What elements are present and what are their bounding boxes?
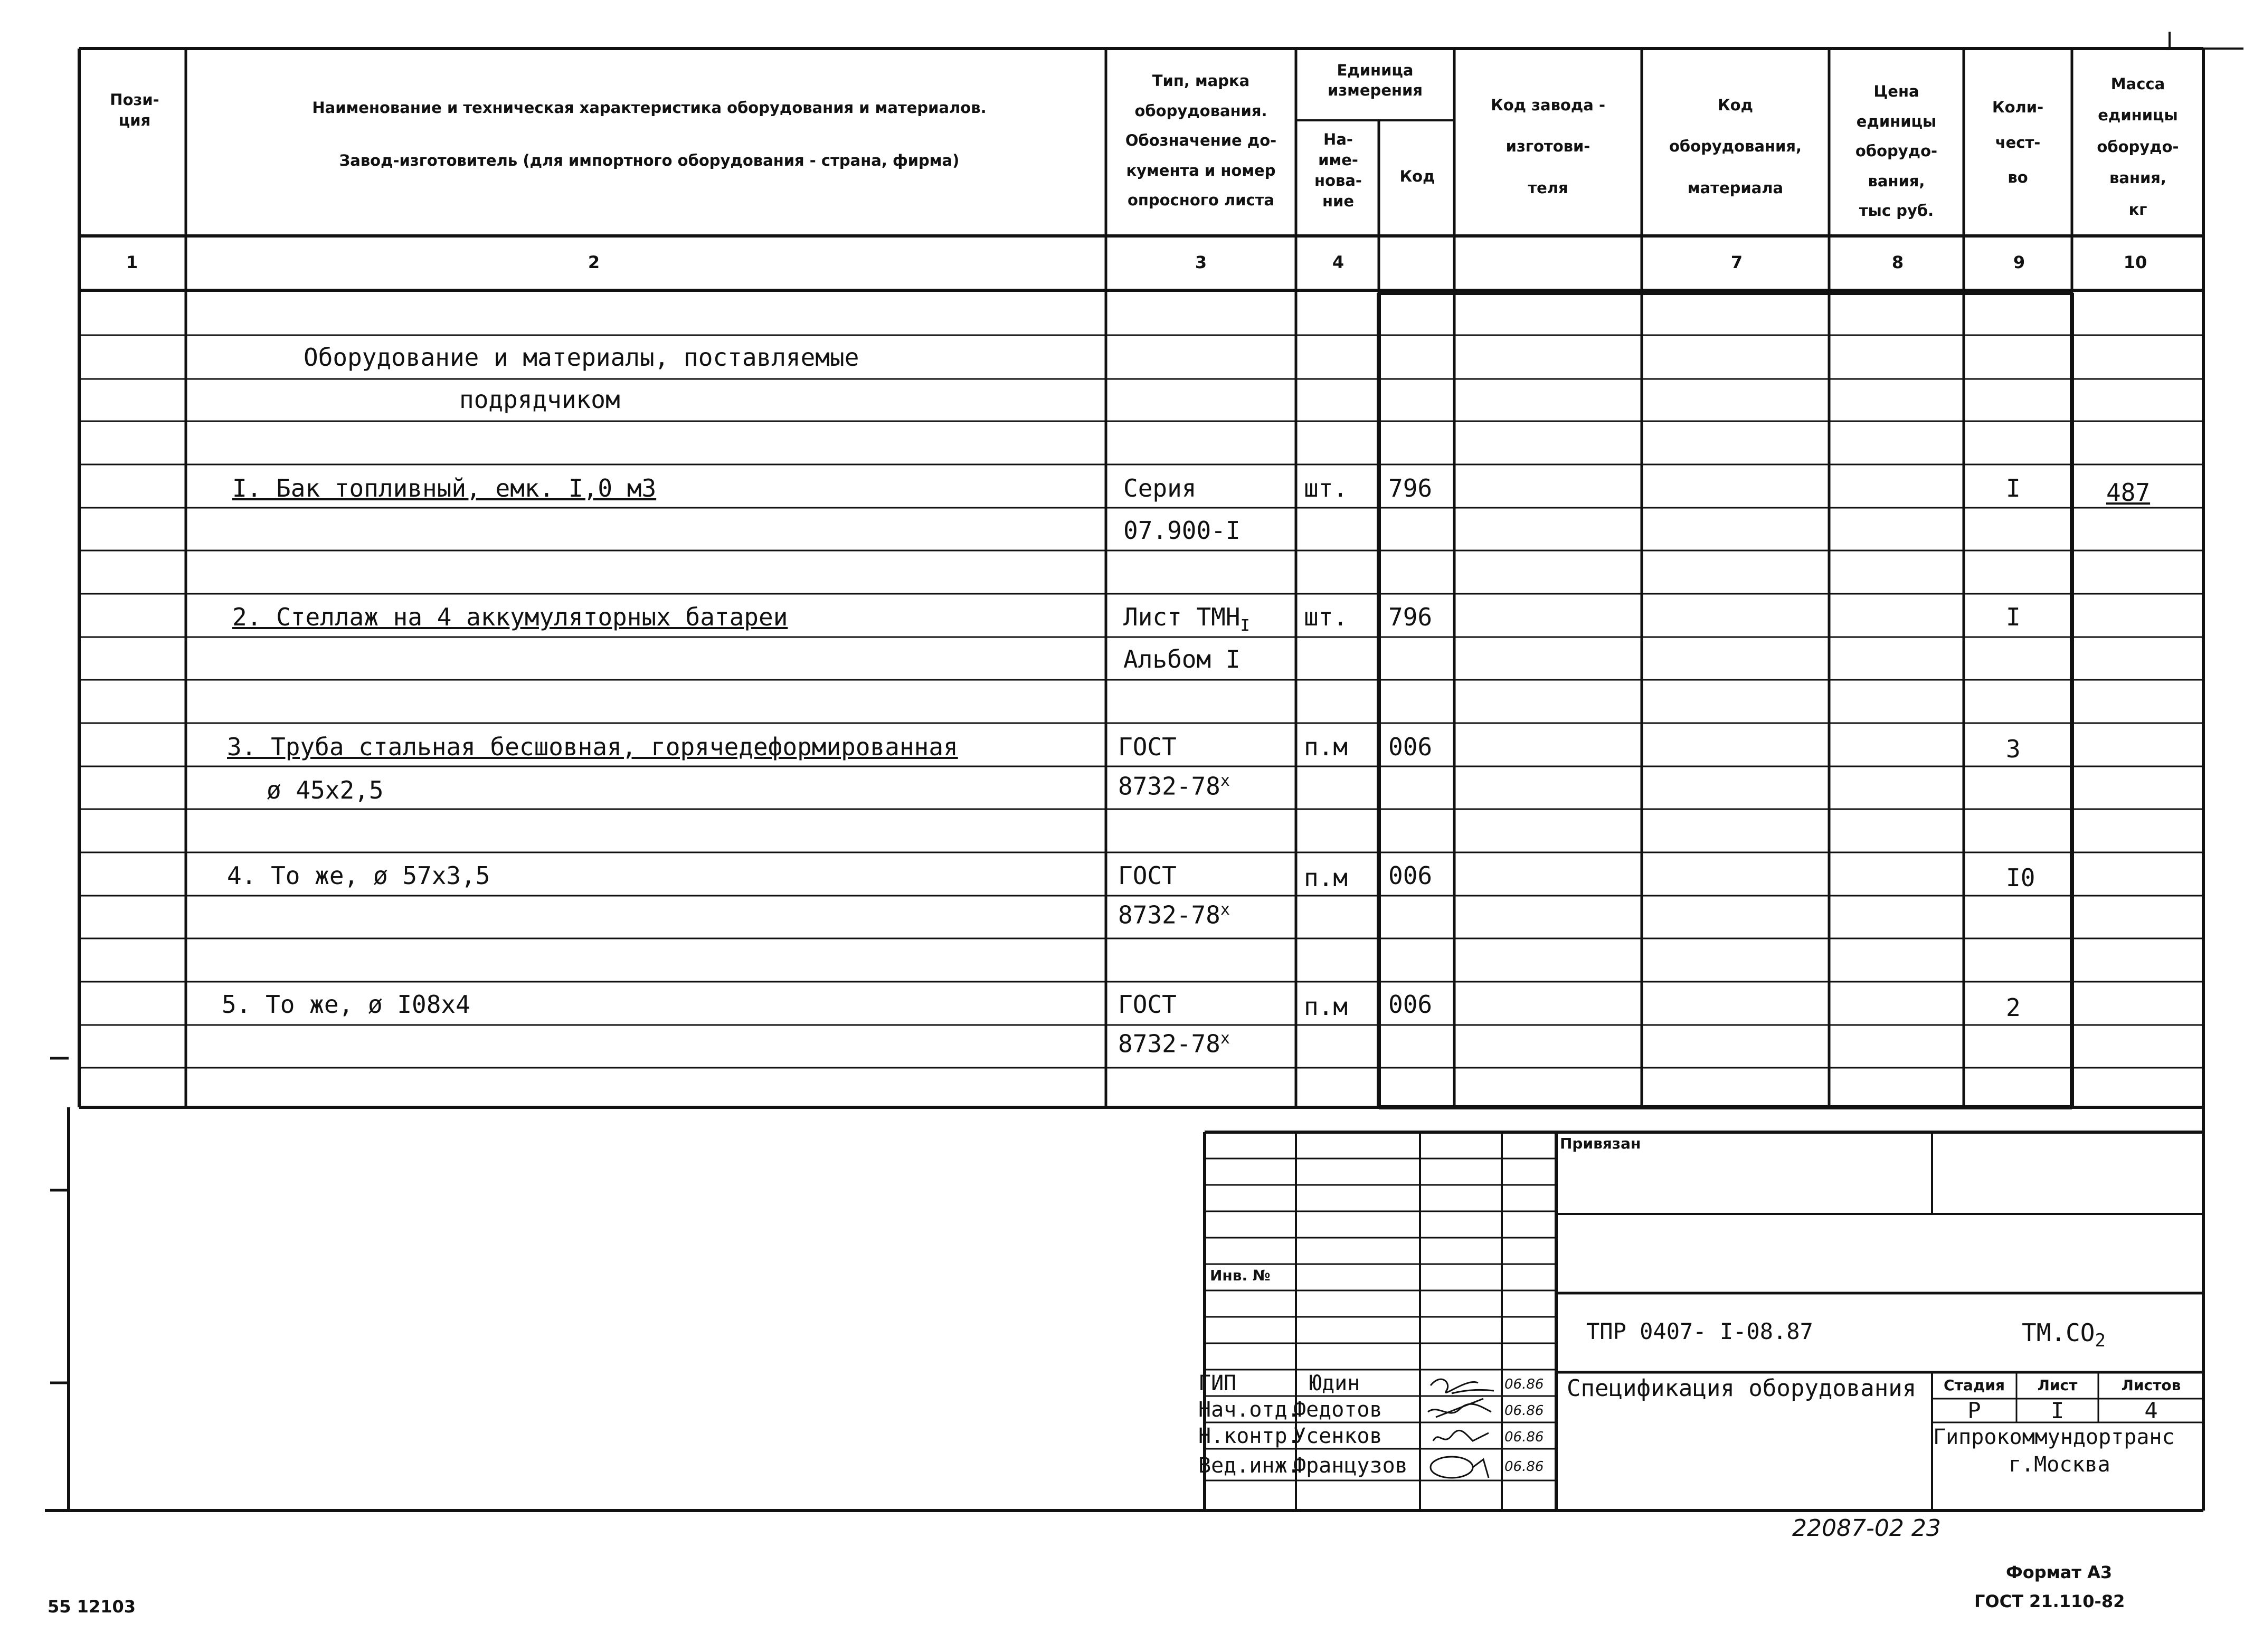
- item-type-line2: 8732-78$^x$: [1118, 772, 1230, 801]
- signature-role: Нач.отд.: [1198, 1398, 1300, 1422]
- header-equipment-code: Код оборудования, материала: [1669, 96, 1802, 197]
- stage-value: Р: [1967, 1398, 1981, 1423]
- handwritten-signatures: [1420, 1367, 1504, 1483]
- col-number: 9: [2013, 252, 2025, 272]
- header-unit-group: Единица измерения: [1328, 61, 1423, 99]
- item-type-line2: 8732-78$^x$: [1118, 1029, 1230, 1058]
- item-name: 4. То же, ø 57x3,5: [227, 861, 490, 890]
- col-number: 4: [1332, 252, 1344, 272]
- privyazan-label: Привязан: [1560, 1135, 1641, 1152]
- project-code: ТПР 0407- I-08.87: [1586, 1318, 1813, 1344]
- signature-date: 06.86: [1504, 1429, 1544, 1445]
- header-position: Пози- ция: [110, 91, 159, 130]
- item-quantity: 2: [2006, 993, 2021, 1022]
- archive-number: 55 12103: [48, 1597, 136, 1617]
- item-quantity: I0: [2006, 863, 2035, 892]
- city: г.Москва: [2009, 1452, 2110, 1477]
- header-unit-name: На- име- нова- ние: [1314, 130, 1362, 211]
- signature-date: 06.86: [1504, 1376, 1544, 1392]
- signature-role: ГИП: [1198, 1371, 1237, 1395]
- item-unit: шт.: [1304, 603, 1348, 631]
- item-type-line2: 07.900-I: [1123, 516, 1241, 545]
- item-unit: п.м: [1304, 863, 1348, 892]
- sheet-label: Лист: [2037, 1376, 2078, 1394]
- signature-role: Вед.инж.: [1198, 1454, 1300, 1478]
- signature-name: Юдин: [1309, 1371, 1360, 1395]
- header-name-line2: Завод-изготовитель (для импортного оборудования - страна, фирма): [339, 151, 960, 169]
- item-type: ГОСТ: [1118, 990, 1177, 1019]
- item-name: 2. Стеллаж на 4 аккумуляторных батареи: [232, 603, 788, 631]
- header-mass: Масса единицы оборудо- вания, кг: [2097, 75, 2179, 219]
- signature-date: 06.86: [1504, 1459, 1544, 1475]
- header-quantity: Коли- чест- во: [1992, 98, 2044, 187]
- col-number: 3: [1195, 252, 1207, 272]
- sheets-label: Листов: [2121, 1376, 2181, 1394]
- item-type: Лист $ТМН_I$: [1123, 603, 1250, 635]
- item-type-line2: 8732-78$^x$: [1118, 900, 1230, 929]
- item-quantity: 3: [2006, 735, 2021, 763]
- inventory-label: Инв. №: [1210, 1267, 1271, 1284]
- item-type: ГОСТ: [1118, 861, 1177, 890]
- col-number: 7: [1730, 252, 1743, 272]
- item-type: Серия: [1123, 474, 1197, 502]
- section-title: Оборудование и материалы, поставляемые: [304, 343, 859, 372]
- item-name: 3. Труба стальная бесшовная, горячедеформированная: [227, 733, 958, 761]
- item-name: 5. То же, ø I08x4: [222, 990, 470, 1019]
- format-label: Формат А3: [2006, 1562, 2113, 1582]
- item-unit-code: 006: [1388, 861, 1433, 890]
- item-name: I. Бак топливный, емк. I,0 м3: [232, 474, 657, 502]
- header-factory-code: Код завода - изготови- теля: [1491, 96, 1605, 197]
- gost-label: ГОСТ 21.110-82: [1974, 1591, 2125, 1611]
- header-name-line1: Наименование и техническая характеристика оборудования и материалов.: [312, 99, 987, 117]
- item-quantity: I: [2006, 603, 2021, 631]
- stamp-number: 22087-02 23: [1792, 1515, 1941, 1542]
- item-unit-code: 006: [1388, 733, 1433, 761]
- signature-name: Федотов: [1293, 1398, 1383, 1422]
- signature-role: Н.контр.: [1198, 1424, 1300, 1448]
- section-subtitle: подрядчиком: [459, 385, 620, 414]
- item-type: ГОСТ: [1118, 733, 1177, 761]
- signature-name: Французов: [1293, 1454, 1408, 1478]
- signature-name: Усенков: [1293, 1424, 1383, 1448]
- header-type: Тип, марка оборудования. Обозначение до- кумента и номер опросного листа: [1125, 72, 1277, 210]
- signature-date: 06.86: [1504, 1403, 1544, 1419]
- item-mass: 487: [2106, 478, 2151, 507]
- col-number: 1: [126, 252, 138, 272]
- sheets-value: 4: [2144, 1398, 2158, 1423]
- sheet-value: I: [2050, 1398, 2065, 1423]
- item-name-line2: ø 45x2,5: [267, 776, 384, 804]
- document-title: Спецификация оборудования: [1567, 1375, 1917, 1402]
- header-price: Цена единицы оборудо- вания, тыс руб.: [1855, 82, 1938, 220]
- organization: Гипрокоммундортранс: [1933, 1425, 2175, 1449]
- item-unit-code: 796: [1388, 474, 1433, 502]
- header-unit-code: Код: [1399, 167, 1435, 185]
- sheet-code: $ТМ.СО_2$: [2022, 1318, 2106, 1352]
- item-unit-code: 006: [1388, 990, 1433, 1019]
- col-number: 2: [588, 252, 600, 272]
- item-type-line2: Альбом I: [1123, 645, 1241, 673]
- item-unit: п.м: [1304, 733, 1348, 761]
- item-unit-code: 796: [1388, 603, 1433, 631]
- item-unit: п.м: [1304, 992, 1348, 1021]
- item-quantity: I: [2006, 474, 2021, 502]
- stage-label: Стадия: [1944, 1376, 2005, 1394]
- col-number: 10: [2123, 252, 2147, 272]
- item-unit: шт.: [1304, 474, 1348, 502]
- col-number: 8: [1891, 252, 1904, 272]
